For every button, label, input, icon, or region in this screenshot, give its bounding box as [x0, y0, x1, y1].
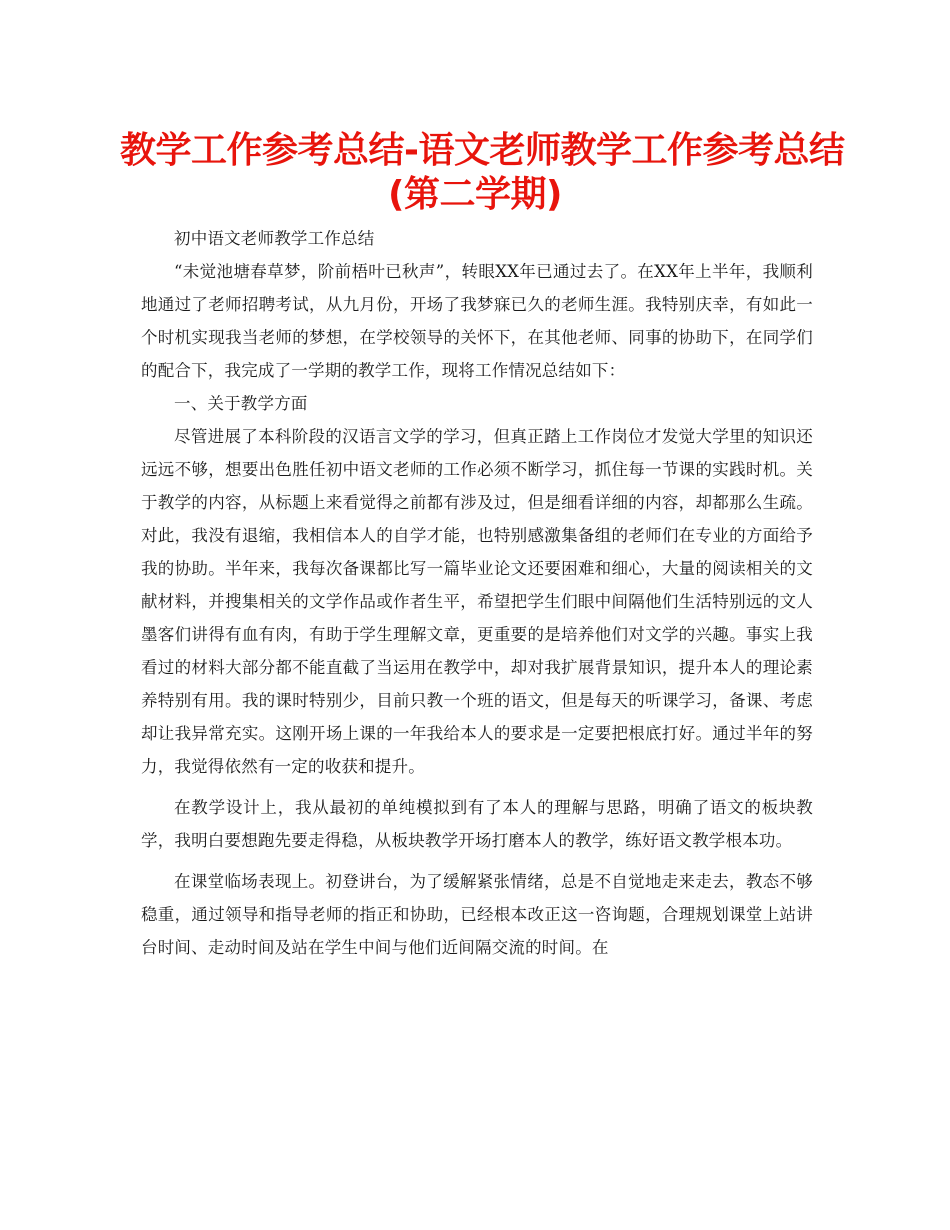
paragraph-intro: “未觉池塘春草梦，阶前梧叶已秋声”，转眼XX年已通过去了。在XX年上半年，我顺利地通过了老师招聘考试，从九月份，开场了我梦寐已久的老师生涯。我特别庆幸，有如此一个时机实现我当老师的梦想，在学校领导的关怀下，在其他老师、同事的协助下，在同学们的配合下，我完成了一学期的教学工作，现将工作情况总结如下：	[141, 262, 813, 380]
document-body	[141, 222, 813, 964]
paragraph-subtitle: 初中语文老师教学工作总结	[174, 229, 375, 248]
paragraph-teaching: 尽管进展了本科阶段的汉语言文学的学习，但真正踏上工作岗位才发觉大学里的知识还远远不够，想要出色胜任初中语文老师的工作必须不断学习，抓住每一节课的实践时机。关于教学的内容，从标题上来看觉得之前都有涉及过，但是细看详细的内容，却都那么生疏。对此，我没有退缩，我相信本人的自学才能，也特别感激集备组的老师们在专业的方面给予我的协助。半年来，我每次备课都比写一篇毕业论文还要困难和细心，大量的阅读相关的文献材料，并搜集相关的文学作品或作者生平，希望把学生们眼中间隔他们生活特别远的文人墨客们讲得有血有肉，有助于学生理解文章，更重要的是培养他们对文学的兴趣。事实上我看过的材料大部分都不能直截了当运用在教学中，却对我扩展背景知识，提升本人的理论素养特别有用。我的课时特别少，目前只教一个班的语文，但是每天的听课学习，备课、考虑却让我异常充实。这刚开场上课的一年我给本人的要求是一定要把根底打好。通过半年的努力，我觉得依然有一定的收获和提升。	[141, 427, 813, 776]
paragraph-classroom: 在课堂临场表现上。初登讲台，为了缓解紧张情绪，总是不自觉地走来走去，教态不够稳重，通过领导和指导老师的指正和协助，已经根本改正这一咨询题，合理规划课堂上站讲台时间、走动时间及站在学生中间与他们近间隔交流的时间。在	[141, 872, 813, 957]
paragraph-design: 在教学设计上，我从最初的单纯模拟到有了本人的理解与思路，明确了语文的板块教学，我明白要想跑先要走得稳，从板块教学开场打磨本人的教学，练好语文教学根本功。	[141, 798, 813, 850]
section-heading: 一、关于教学方面	[174, 394, 308, 413]
document-title-line1: 教学工作参考总结-语文老师教学工作参考总结	[120, 130, 845, 171]
document-title-line2: (第二学期)	[388, 174, 562, 215]
